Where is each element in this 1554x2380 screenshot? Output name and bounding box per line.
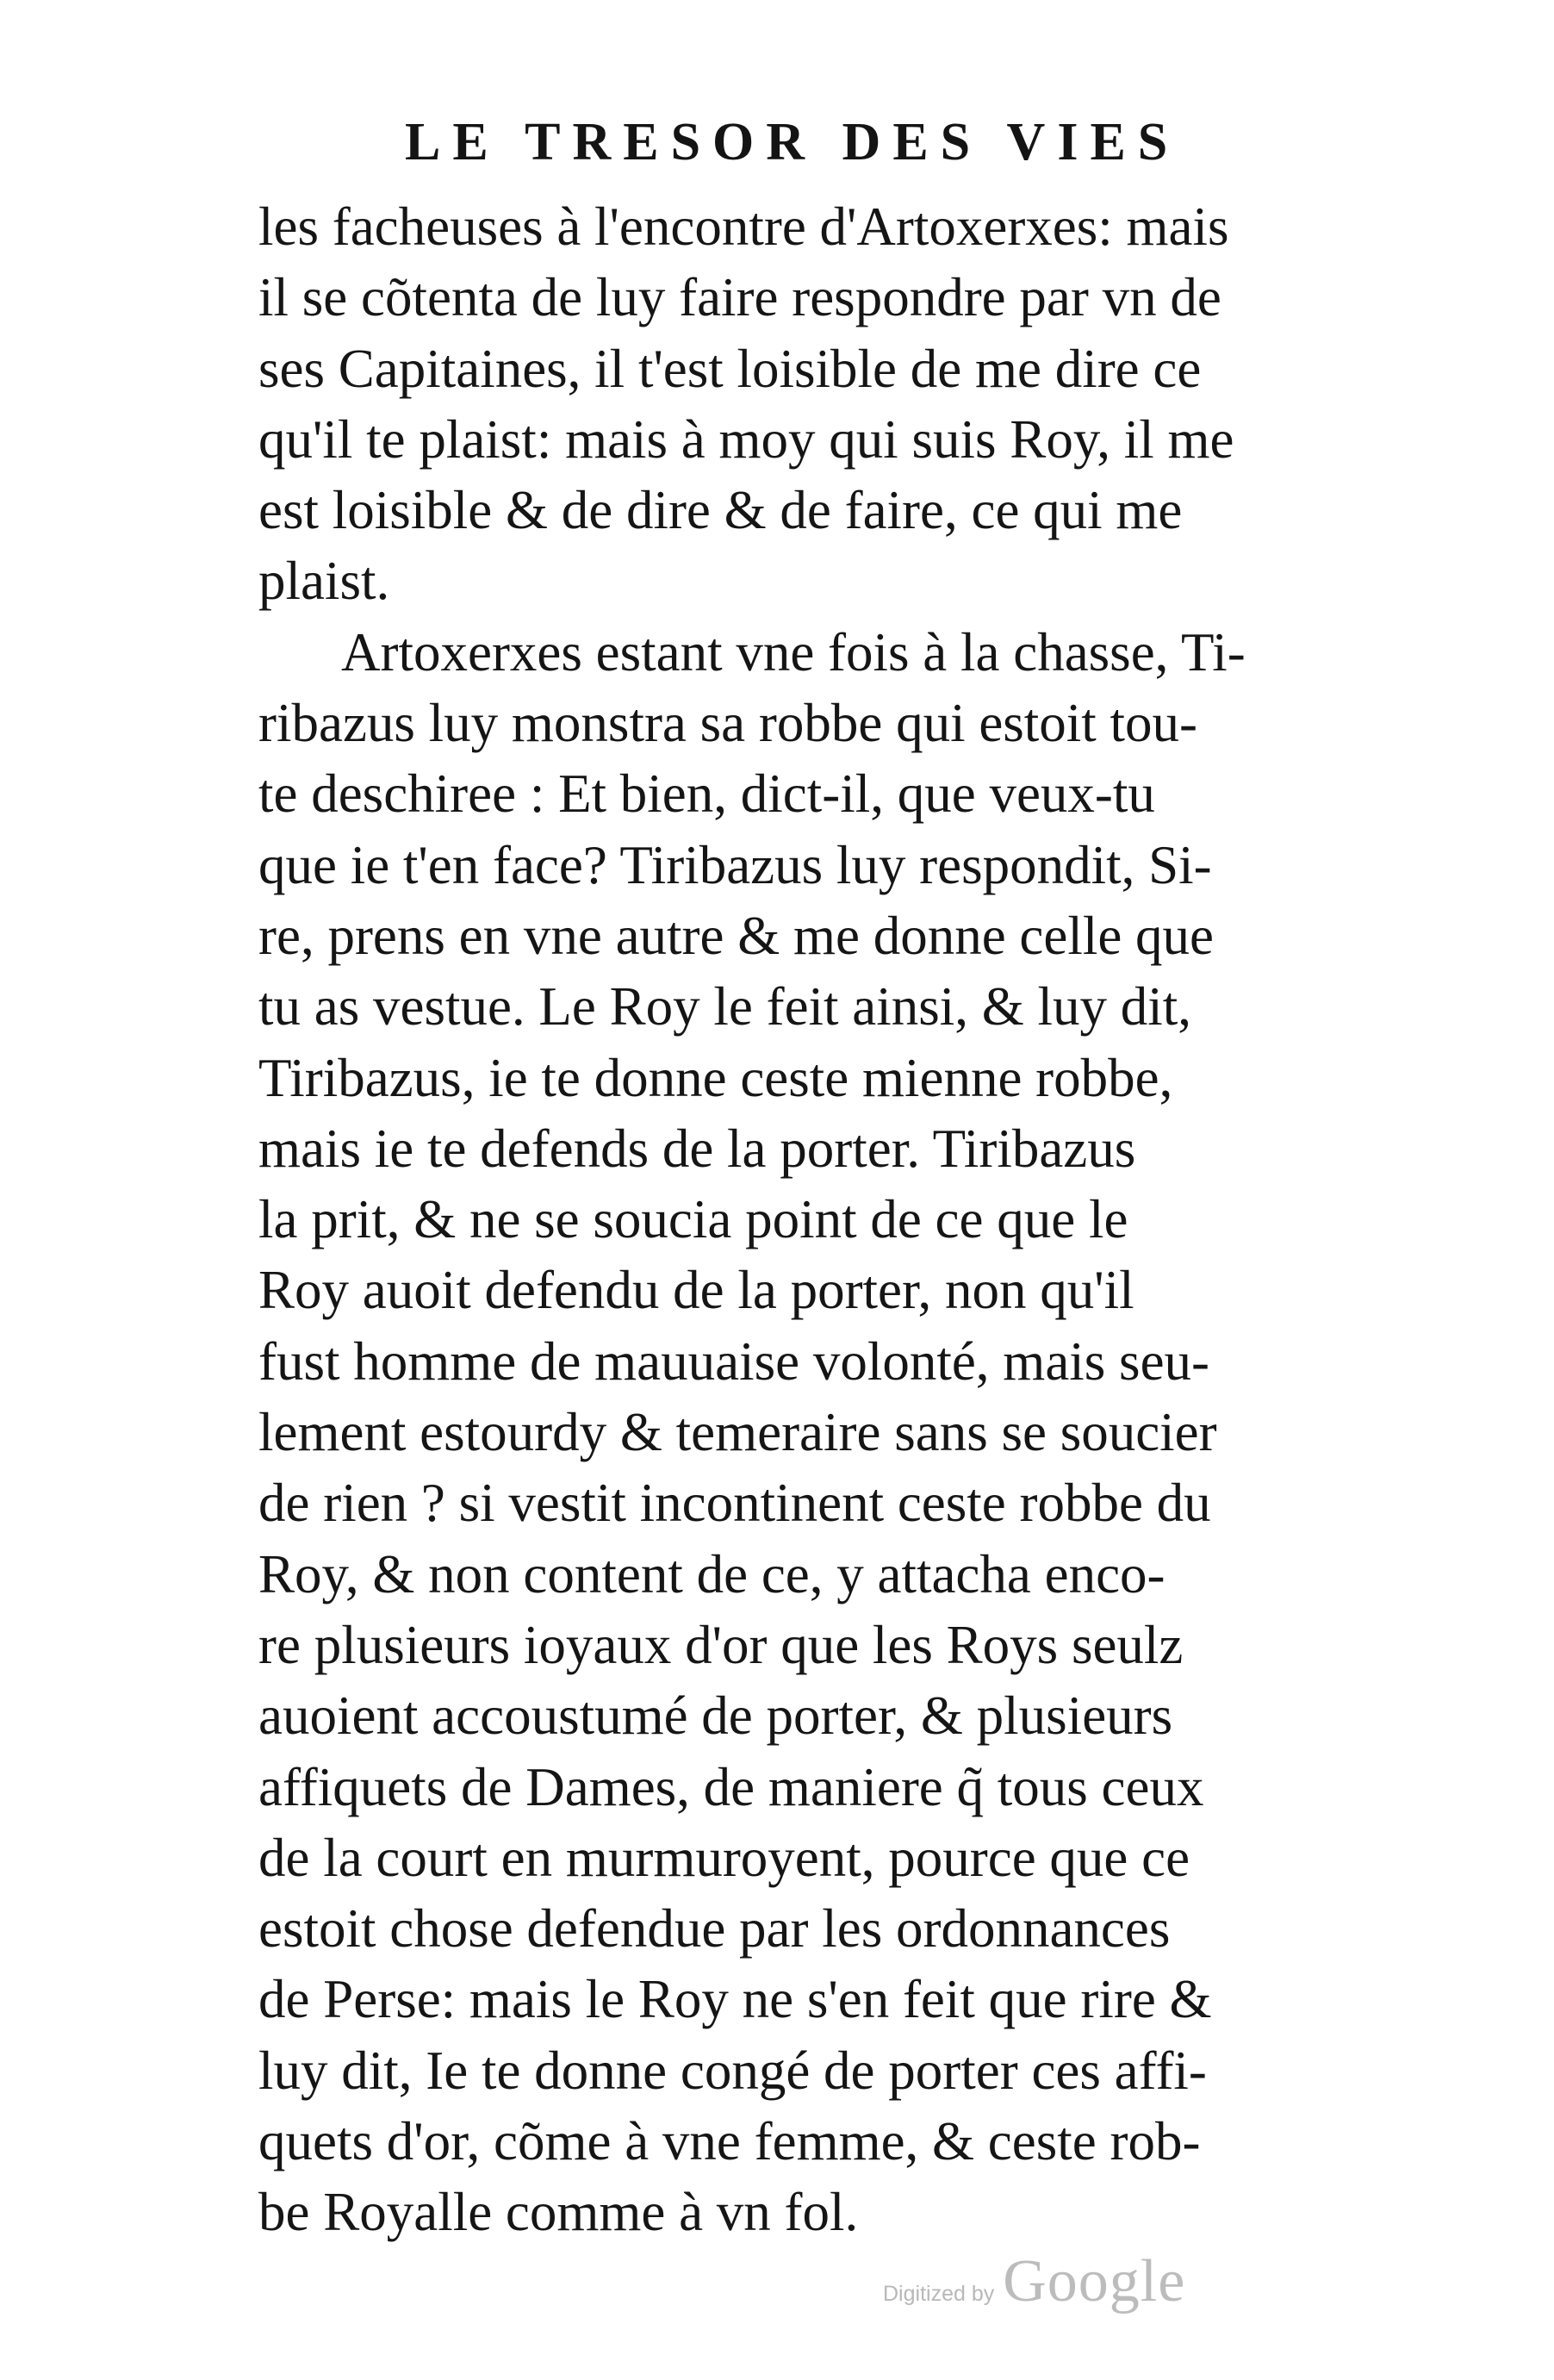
text-line: de la court en murmuroyent, pource que ce (258, 1827, 1190, 1888)
paragraph-first-line: Artoxerxes estant vne fois à la chasse, Ti- (341, 621, 1246, 682)
text-line: quets d'or, cõme à vne femme, & ceste rob- (258, 2111, 1201, 2172)
text-line: tu as vestue. Le Roy le feit ainsi, & luy dit, (258, 976, 1192, 1037)
body-text (258, 191, 1413, 2248)
google-logo: Google (1003, 2248, 1186, 2315)
text-line: re plusieurs ioyaux d'or que les Roys seulz (258, 1614, 1184, 1675)
text-line: estoit chose defendue par les ordonnances (258, 1898, 1171, 1959)
text-line: auoient accoustumé de porter, & plusieurs (258, 1685, 1173, 1747)
text-line: te deschiree : Et bien, dict-il, que veux-tu (258, 763, 1155, 825)
text-line: affiquets de Dames, de maniere q̃ tous ceux (258, 1756, 1204, 1817)
text-line: plaist. (258, 551, 390, 612)
text-line: est loisible & de dire & de faire, ce qui me (258, 480, 1183, 541)
text-line: de Perse: mais le Roy ne s'en feit que rire & (258, 1969, 1212, 2030)
text-line: luy dit, Ie te donne congé de porter ces affi- (258, 2040, 1207, 2101)
text-line: de rien ? si vestit incontinent ceste robbe du (258, 1473, 1211, 1534)
text-line: ses Capitaines, il t'est loisible de me dire ce (258, 338, 1202, 399)
text-line: ribazus luy monstra sa robbe qui estoit tou- (258, 693, 1198, 754)
text-line: il se cõtenta de luy faire respondre par vn de (258, 267, 1221, 328)
text-line: la prit, & ne se soucia point de ce que le (258, 1189, 1128, 1250)
text-line: Tiribazus, ie te donne ceste mienne robbe, (258, 1047, 1173, 1108)
digitized-by-label: Digitized by (883, 2282, 995, 2306)
text-line: Roy auoit defendu de la porter, non qu'il (258, 1260, 1134, 1321)
digitization-watermark (883, 2247, 1185, 2316)
text-line: be Royalle comme à vn fol. (258, 2182, 859, 2243)
running-head: LE TRESOR DES VIES (405, 113, 1180, 171)
text-line: les facheuses à l'encontre d'Artoxerxes: mais (258, 196, 1229, 257)
text-line: qu'il te plaist: mais à moy qui suis Roy, il me (258, 408, 1234, 470)
text-line: lement estourdy & temeraire sans se soucier (258, 1402, 1217, 1463)
text-line: Roy, & non content de ce, y attacha enco- (258, 1543, 1166, 1604)
text-line: fust homme de mauuaise volonté, mais seu- (258, 1330, 1210, 1392)
text-line: mais ie te defends de la porter. Tiribazus (258, 1118, 1136, 1179)
text-line: re, prens en vne autre & me donne celle que (258, 905, 1215, 966)
text-line: que ie t'en face? Tiribazus luy respondit, Si- (258, 834, 1212, 895)
